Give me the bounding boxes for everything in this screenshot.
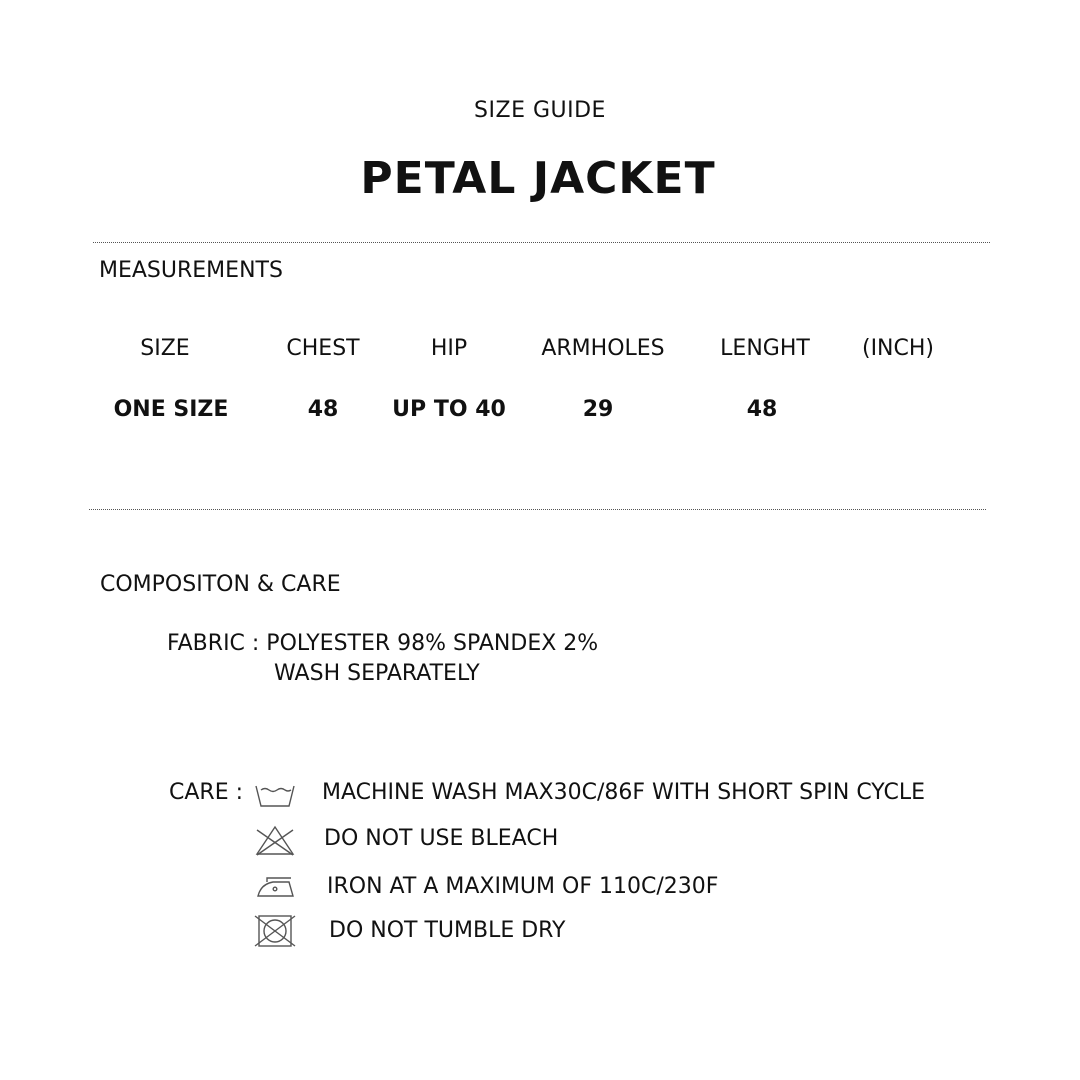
- care-heading: CARE :: [169, 780, 244, 805]
- column-header-hip: HIP: [430, 336, 468, 361]
- measurements-heading: MEASUREMENTS: [99, 258, 283, 283]
- no-tumble-dry-icon: [253, 914, 297, 948]
- page-kicker: SIZE GUIDE: [474, 98, 606, 123]
- column-header-size: SIZE: [140, 336, 190, 361]
- wash-separately-note: WASH SEPARATELY: [274, 661, 480, 686]
- care-text-bleach: DO NOT USE BLEACH: [324, 826, 559, 851]
- cell-armholes: 29: [582, 397, 614, 422]
- cell-size: ONE SIZE: [113, 397, 229, 422]
- no-bleach-icon: [253, 824, 297, 858]
- column-header-length: LENGHT: [720, 336, 810, 361]
- fabric-composition: FABRIC : POLYESTER 98% SPANDEX 2%: [167, 631, 599, 656]
- care-text-tumble: DO NOT TUMBLE DRY: [329, 918, 566, 943]
- divider-middle: [89, 509, 986, 510]
- column-header-chest: CHEST: [286, 336, 360, 361]
- column-header-armholes: ARMHOLES: [541, 336, 665, 361]
- composition-heading: COMPOSITON & CARE: [100, 572, 341, 597]
- iron-icon: [253, 870, 297, 904]
- cell-length: 48: [746, 397, 778, 422]
- wash-tub-icon: [253, 778, 297, 812]
- column-header-unit: (INCH): [861, 336, 934, 361]
- care-text-iron: IRON AT A MAXIMUM OF 110C/230F: [327, 874, 719, 899]
- divider-top: [93, 242, 990, 243]
- cell-hip: UP TO 40: [392, 397, 506, 422]
- page-title: PETAL JACKET: [360, 153, 716, 204]
- cell-chest: 48: [307, 397, 339, 422]
- care-text-wash: MACHINE WASH MAX30C/86F WITH SHORT SPIN CYCLE: [322, 780, 926, 805]
